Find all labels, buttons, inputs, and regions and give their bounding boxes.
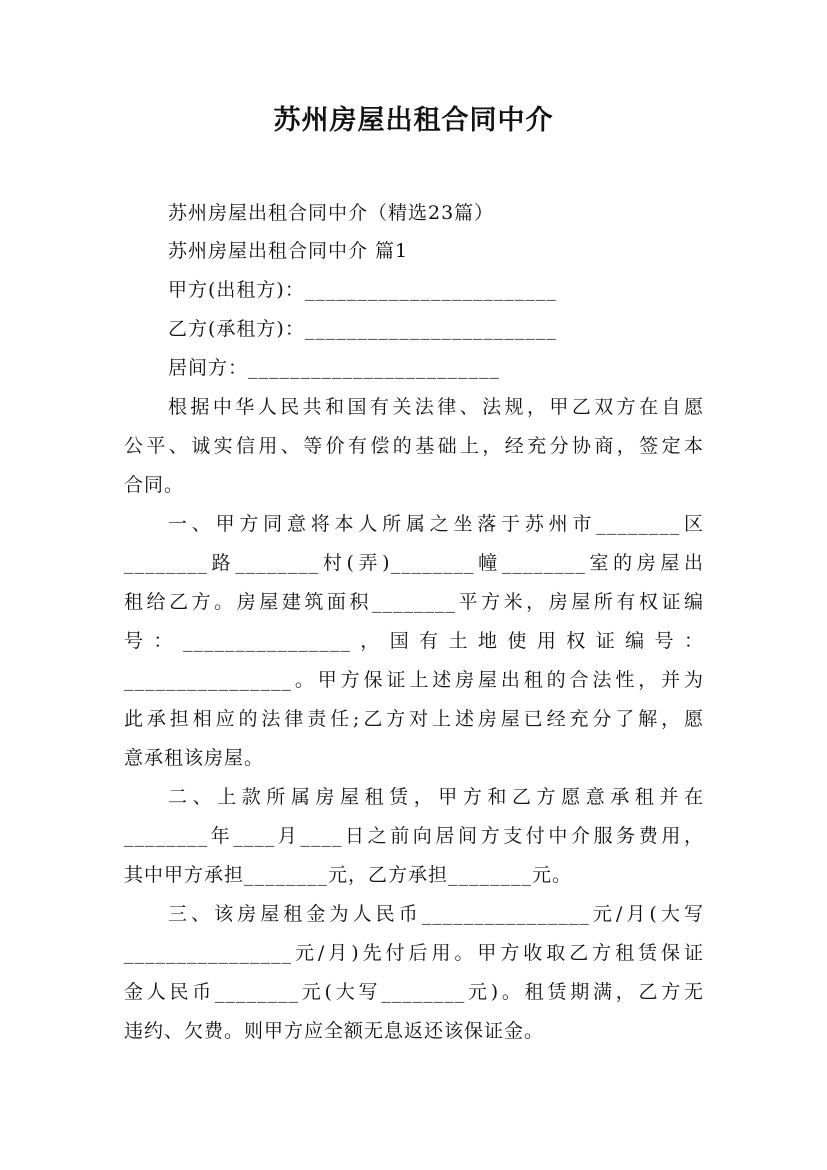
clause-one-line: 租给乙方。房屋建筑面积________平方米，房屋所有权证编 (124, 591, 704, 613)
clause-three-line: ________________元/月)先付后用。甲方收取乙方租赁保证 (124, 942, 704, 964)
clause-two-line: 二、上款所属房屋租赁，甲方和乙方愿意承租并在 (168, 786, 704, 808)
clause-one-line: ________________。甲方保证上述房屋出租的合法性，并为 (124, 669, 704, 691)
paragraph-line: 根据中华人民共和国有关法律、法规，甲乙双方在自愿 (168, 396, 704, 418)
section-heading: 苏州房屋出租合同中介 篇1 (168, 240, 409, 262)
clause-one-line: 一、甲方同意将本人所属之坐落于苏州市________区 (168, 513, 704, 535)
party-a-line: 甲方(出租方)：________________________ (168, 279, 557, 301)
clause-three-line: 金人民币________元(大写________元)。租赁期满，乙方无 (124, 981, 704, 1003)
clause-two-line: 其中甲方承担________元，乙方承担________元。 (124, 864, 573, 886)
document-title: 苏州房屋出租合同中介 (273, 105, 554, 136)
clause-one-line: 此承担相应的法律责任;乙方对上述房屋已经充分了解，愿 (124, 708, 704, 730)
clause-one-line: 意承租该房屋。 (124, 747, 265, 769)
party-b-line: 乙方(承租方)：________________________ (168, 318, 557, 340)
clause-three-line: 三、该房屋租金为人民币________________元/月(大写 (168, 903, 704, 925)
clause-one-line: 号：________________，国有土地使用权证编号： (124, 630, 704, 652)
subtitle-line: 苏州房屋出租合同中介（精选23篇） (168, 202, 495, 224)
intermediary-line: 居间方：________________________ (168, 357, 501, 379)
clause-two-line: ________年____月____日之前向居间方支付中介服务费用， (124, 825, 704, 847)
clause-three-line: 违约、欠费。则甲方应全额无息返还该保证金。 (124, 1020, 545, 1042)
paragraph-line: 公平、诚实信用、等价有偿的基础上，经充分协商，签定本 (124, 435, 704, 457)
clause-one-line: ________路________村(弄)________幢________室的房屋出 (124, 552, 704, 574)
paragraph-line: 合同。 (124, 474, 185, 496)
